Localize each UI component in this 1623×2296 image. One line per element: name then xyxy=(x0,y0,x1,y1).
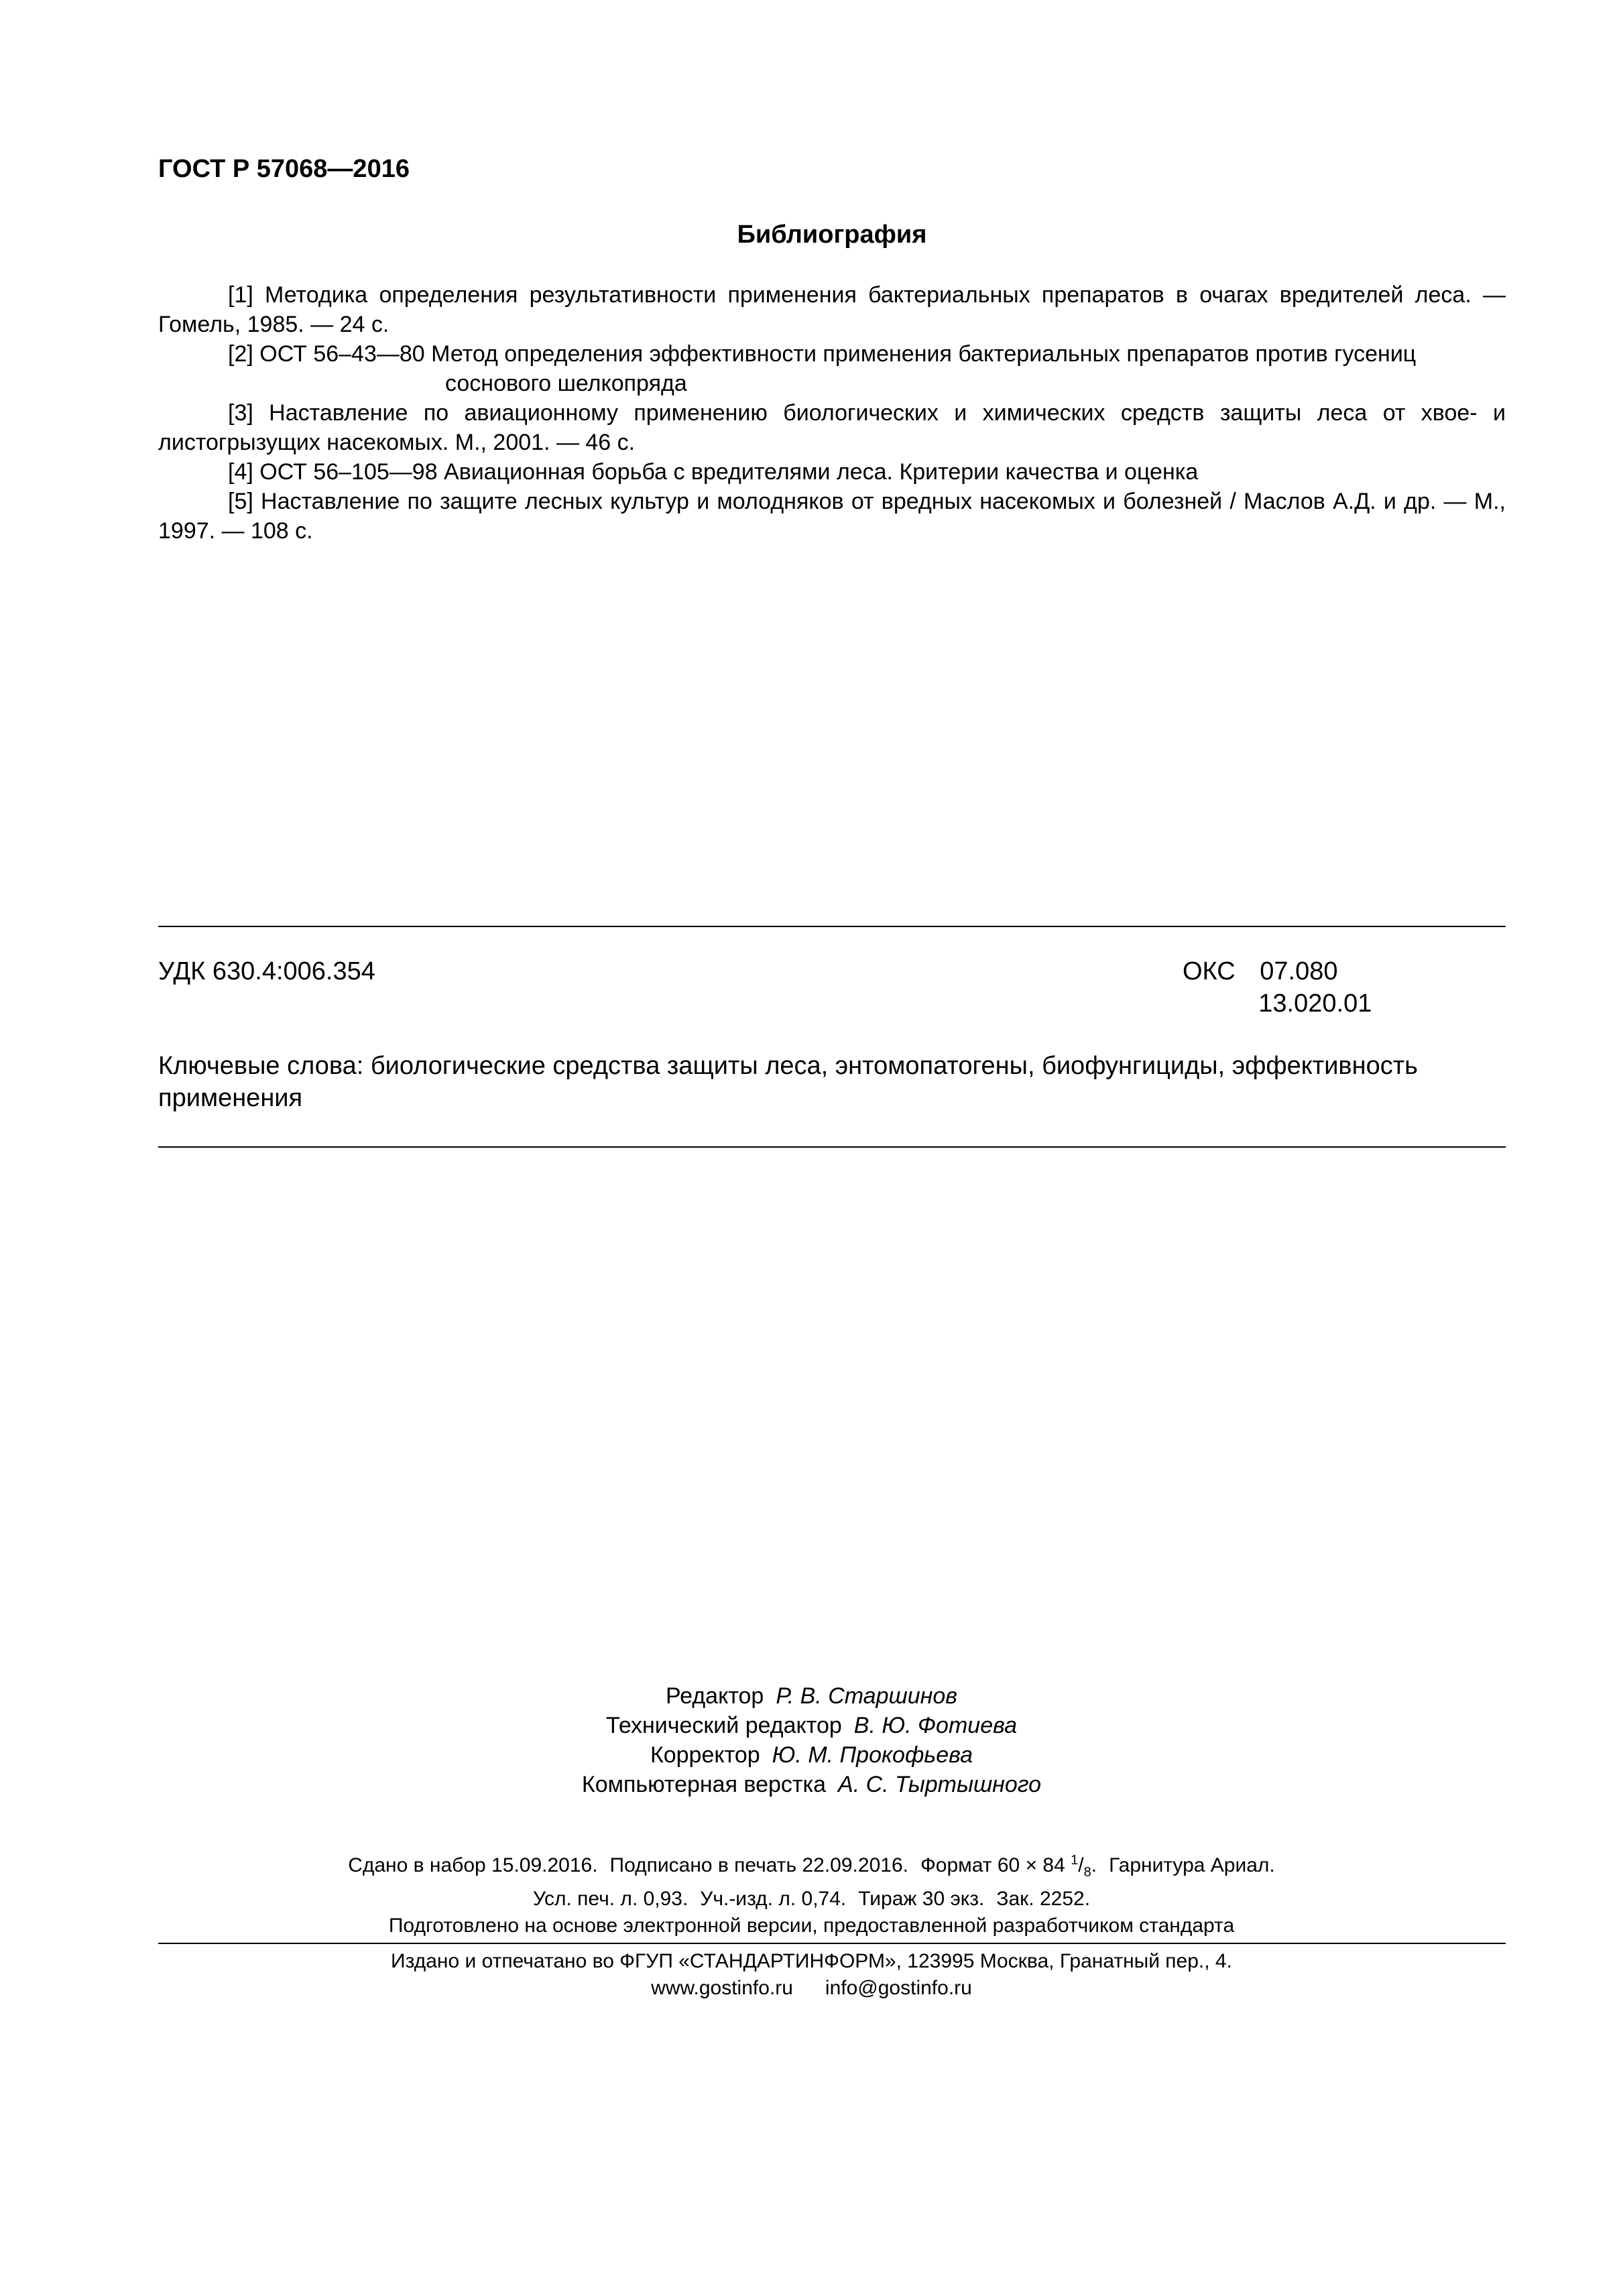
publisher-website-link[interactable]: www.gostinfo.ru xyxy=(651,1977,793,1999)
publisher-email-link[interactable]: info@gostinfo.ru xyxy=(825,1977,972,1999)
oks-code-1: 07.080 xyxy=(1260,957,1338,985)
bibliography-title: Библиография xyxy=(737,221,927,249)
bibliography-ref-2-line-1: [2] ОСТ 56–43—80 Метод определения эффективности применения бактериальных препаратов против гусениц xyxy=(228,341,1417,367)
imprint-order: Зак. 2252. xyxy=(996,1888,1091,1910)
oks-code-2: 13.020.01 xyxy=(1258,989,1372,1018)
imprint-format: Формат 60 × 84 $^1/_8$. xyxy=(920,1853,1097,1880)
imprint-typeface: Гарнитура Ариал. xyxy=(1109,1854,1275,1876)
credit-person: Ю. М. Прокофьева xyxy=(772,1742,973,1768)
keywords: Ключевые слова: биологические средства защиты леса, энтомопатогены, биофунгициды, эффективность применения xyxy=(158,1052,1418,1112)
bibliography-ref-4: [4] ОСТ 56–105—98 Авиационная борьба с вредителями леса. Критерии качества и оценка xyxy=(228,459,1199,485)
credit-person: А. С. Тыртышного xyxy=(838,1772,1042,1797)
divider-bottom xyxy=(158,1943,1506,1944)
publisher-links xyxy=(0,1975,1623,2002)
imprint-circulation: Тираж 30 экз. xyxy=(858,1888,985,1910)
imprint-typeset-date: Сдано в набор 15.09.2016. xyxy=(348,1854,598,1876)
bibliography-ref-2 xyxy=(158,339,1506,398)
imprint-line-1 xyxy=(0,1847,1623,1886)
bibliography-ref-5: [5] Наставление по защите лесных культур и молодняков от вредных насекомых и болезней / Маслов А.Д. и др. — М., 1997. — 108 с. xyxy=(158,489,1506,544)
oks-codes xyxy=(1260,955,1372,1020)
imprint-line-3: Подготовлено на основе электронной версии, предоставленной разработчиком стандарта xyxy=(388,1915,1235,1937)
imprint-pub-sheets: Уч.-изд. л. 0,74. xyxy=(700,1888,847,1910)
oks-block xyxy=(1183,955,1372,1020)
imprint-print-sheets: Усл. печ. л. 0,93. xyxy=(532,1888,688,1910)
credit-role: Технический редактор xyxy=(605,1713,842,1738)
bibliography-ref-3: [3] Наставление по авиационному применению биологических и химических средств защиты леса от хвое- и листогрызущих насекомых. М., 2001. — 46 с. xyxy=(158,400,1506,455)
bibliography-ref-2-line-2: соснового шелкопряда xyxy=(445,371,687,396)
credit-role: Редактор xyxy=(665,1683,764,1709)
divider-top xyxy=(158,926,1506,927)
imprint-print-date: Подписано в печать 22.09.2016. xyxy=(609,1854,908,1876)
udk-code: УДК 630.4:006.354 xyxy=(158,957,375,985)
credit-layout xyxy=(0,1770,1623,1799)
credit-tech-editor xyxy=(0,1711,1623,1740)
credit-corrector xyxy=(0,1740,1623,1770)
oks-label: ОКС xyxy=(1183,957,1236,985)
credit-person: В. Ю. Фотиева xyxy=(853,1713,1018,1738)
standard-code-header: ГОСТ Р 57068—2016 xyxy=(158,155,410,183)
bibliography-list xyxy=(158,280,1506,546)
bibliography-ref-1: [1] Методика определения результативности применения бактериальных препаратов в очагах вредителей леса. — Гомель, 1985. — 24 с. xyxy=(158,282,1506,337)
imprint-line-2 xyxy=(0,1886,1623,1913)
publisher-line: Издано и отпечатано во ФГУП «СТАНДАРТИНФОРМ», 123995 Москва, Гранатный пер., 4. xyxy=(391,1950,1232,1972)
publisher-block xyxy=(0,1948,1623,2002)
credit-editor xyxy=(0,1681,1623,1711)
credits-block xyxy=(0,1681,1623,1799)
divider-middle xyxy=(158,1146,1506,1148)
credit-role: Корректор xyxy=(650,1742,760,1768)
credit-role: Компьютерная верстка xyxy=(581,1772,827,1797)
credit-person: Р. В. Старшинов xyxy=(776,1683,957,1709)
imprint-block xyxy=(0,1847,1623,1939)
